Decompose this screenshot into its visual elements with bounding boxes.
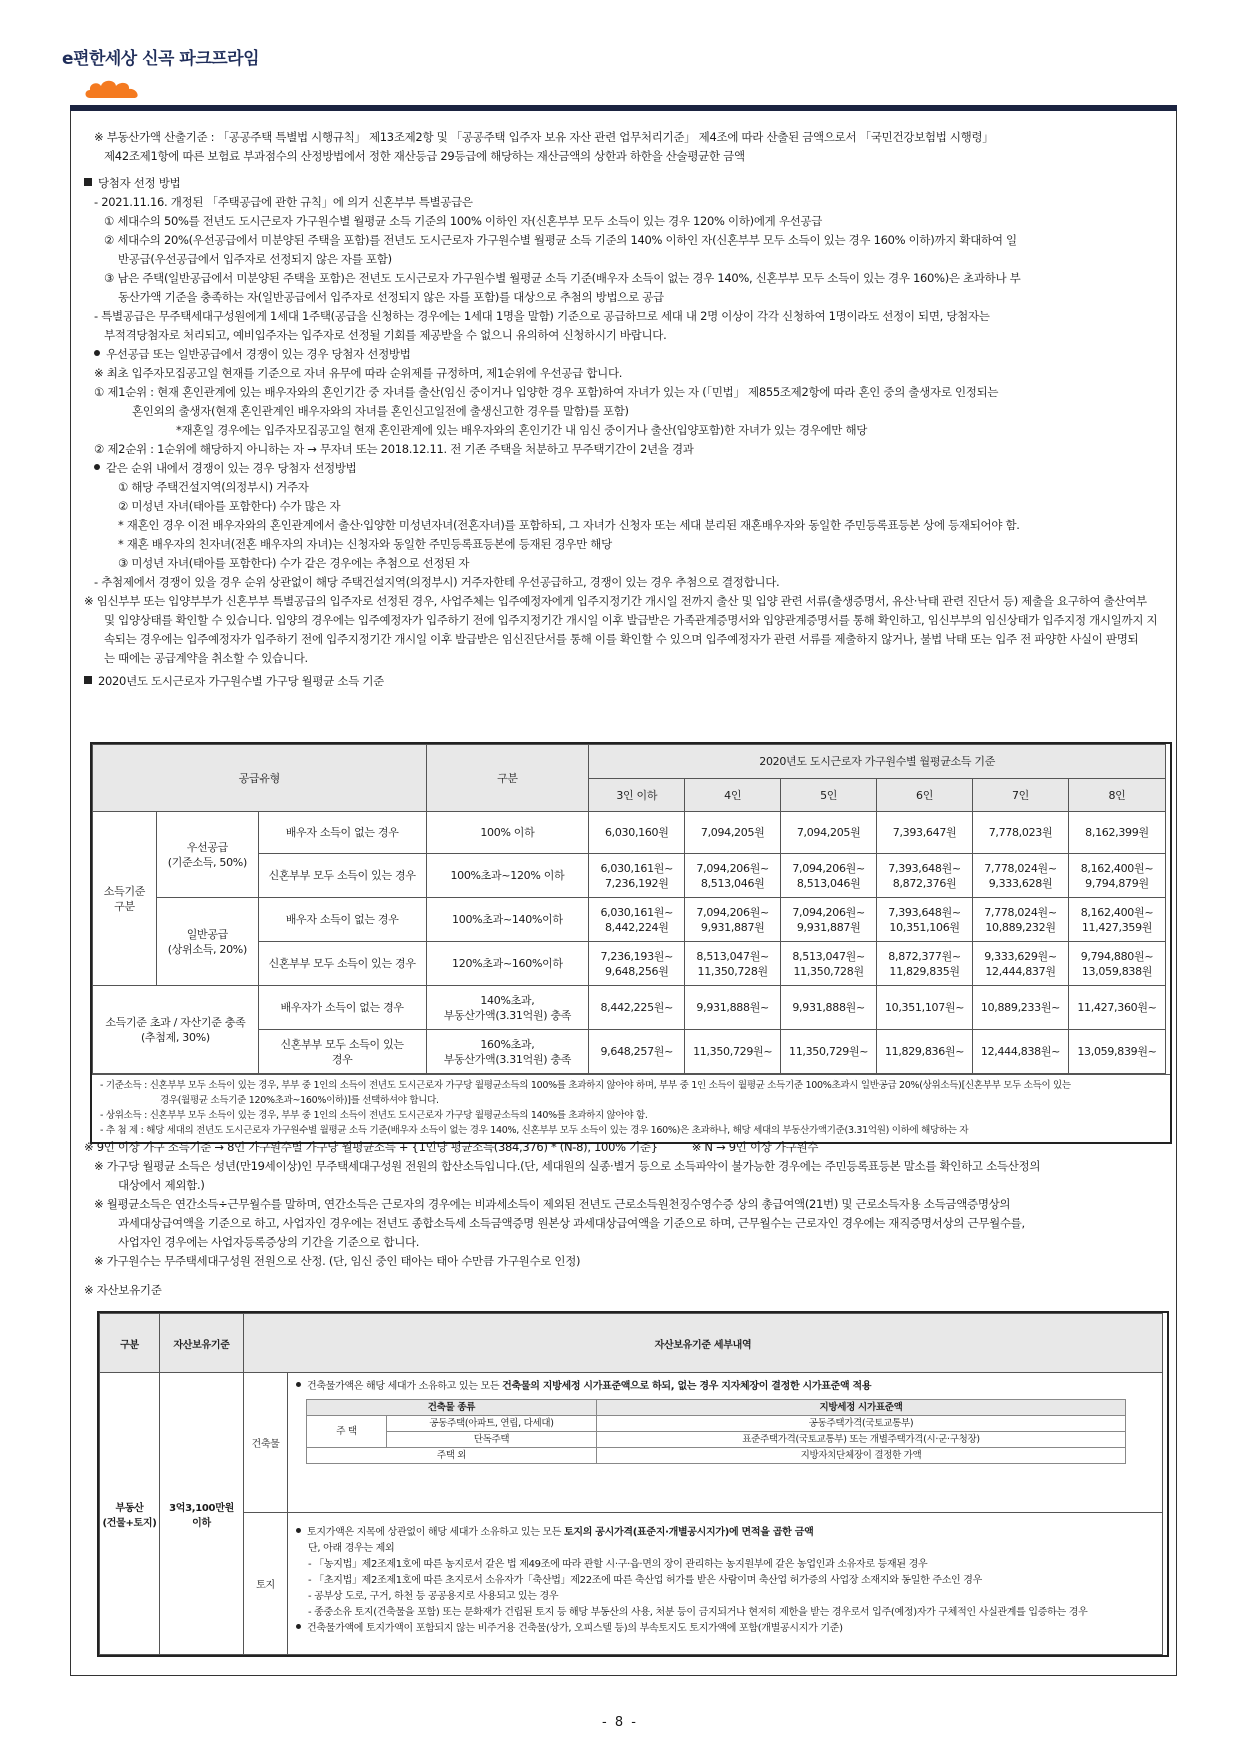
col-size: 5인 bbox=[781, 779, 877, 812]
table-cell: 8,513,047원~ 11,350,728원 bbox=[685, 942, 781, 986]
table-cell: 8,162,399원 bbox=[1068, 812, 1165, 854]
notice-body bbox=[84, 128, 1164, 691]
sub-col-standard-price: 지방세정 시가표준액 bbox=[597, 1400, 1126, 1416]
round-bullet-icon bbox=[296, 1624, 301, 1629]
body-line: - 추첨제에서 경쟁이 있을 경우 순위 상관없이 해당 주택건설지역(의정부시) 거주자한테 우선공급하고, 경쟁이 있는 경우 추첨으로 결정합니다. bbox=[94, 575, 780, 589]
row-condition: 신혼부부 모두 소득이 있는 경우 bbox=[258, 942, 426, 986]
table-cell: 11,829,836원~ bbox=[877, 1030, 973, 1074]
row-division: 140%초과, 부동산가액(3.31억원) 충족 bbox=[426, 986, 589, 1030]
row-division: 100%초과~120% 이하 bbox=[426, 854, 589, 898]
land-exception: - 「초지법」제2조제1호에 따른 초지로서 소유자가「축산법」제22조에 따른 축산업 허가를 받은 사람이며 축산업 허가증의 사업장 소재지와 동일한 주소인 경우 bbox=[308, 1575, 983, 1586]
body-line: ③ 남은 주택(일반공급에서 미분양된 주택을 포함)은 전년도 도시근로자 가구원수별 월평균 소득 기준(배우자 소득이 없는 경우 140%, 신혼부부 모두 소득이 있는 경우 160%)은 초과하나 부 bbox=[104, 271, 1021, 285]
section-heading: 당첨자 선정 방법 bbox=[84, 174, 1164, 193]
col-income-group: 2020년도 도시근로자 가구원수별 월평균소득 기준 bbox=[589, 745, 1166, 779]
asset-heading: ※ 자산보유기준 bbox=[84, 1283, 162, 1297]
table-cell: 7,393,647원 bbox=[877, 812, 973, 854]
footnote-line: 과세대상급여액을 기준으로 하고, 사업자인 경우에는 전년도 종합소득세 소득금액증명 원본상 과세대상급여액을 기준으로 하며, 근무월수는 근로자인 경우에는 재직증명서상의 근무월수를, bbox=[118, 1216, 1025, 1230]
body-line: ③ 미성년 자녀(태아를 포함한다) 수가 같은 경우에는 추첨으로 선정된 자 bbox=[118, 556, 470, 570]
row-division: 160%초과, 부동산가액(3.31억원) 충족 bbox=[426, 1030, 589, 1074]
asset-table bbox=[99, 1313, 1163, 1655]
table-cell: 8,872,377원~ 11,829,835원 bbox=[877, 942, 973, 986]
col-supply-type: 공급유형 bbox=[93, 745, 427, 812]
table-cell: 8,442,225원~ bbox=[589, 986, 685, 1030]
body-line: *재혼일 경우에는 입주자모집공고일 현재 혼인관계에 있는 배우자와의 혼인기간 내 임신 중이거나 출산(입양포함)한 자녀가 있는 경우에만 해당 bbox=[176, 423, 868, 437]
row-division: 100% 이하 bbox=[426, 812, 589, 854]
table-cell: 9,931,888원~ bbox=[781, 986, 877, 1030]
asset-land-label: 토지 bbox=[244, 1513, 288, 1655]
table-cell: 7,094,206원~ 8,513,046원 bbox=[685, 854, 781, 898]
sub-house-label: 주 택 bbox=[307, 1416, 387, 1448]
land-exception: - 종중소유 토지(건축물을 포함) 또는 문화재가 건립된 토지 등 해당 부동산의 사용, 처분 등이 금지되거나 현저히 제한을 받는 경우로서 입주(예정)자가 구체적인 사실관계를 입증하는 경우 bbox=[308, 1607, 1088, 1618]
table-cell: 7,094,206원~ 8,513,046원 bbox=[781, 854, 877, 898]
table-cell: 9,794,880원~ 13,059,838원 bbox=[1068, 942, 1165, 986]
table-cell: 8,162,400원~ 11,427,359원 bbox=[1068, 898, 1165, 942]
table-cell: 주택 외 bbox=[307, 1448, 597, 1464]
body-line: 부적격당첨자로 처리되고, 예비입주자는 입주자로 선정될 기회를 제공받을 수 없으니 유의하여 신청하시기 바랍니다. bbox=[104, 328, 667, 342]
col-size: 4인 bbox=[685, 779, 781, 812]
asset-building-label: 건축물 bbox=[244, 1373, 288, 1513]
body-line: ※ 최초 입주자모집공고일 현재를 기준으로 자녀 유무에 따라 순위제를 규정하며, 제1순위에 우선공급 합니다. bbox=[94, 366, 623, 380]
sub-col-building-type: 건축물 종류 bbox=[307, 1400, 597, 1416]
col-asset-division: 구분 bbox=[100, 1314, 160, 1373]
land-rule: 토지가액은 지목에 상관없이 해당 세대가 소유하고 있는 모든 토지의 공시가격(표준지·개별공시지가)에 면적을 곱한 금액 bbox=[296, 1525, 1152, 1541]
row-condition: 배우자 소득이 없는 경우 bbox=[258, 898, 426, 942]
body-line: * 재혼인 경우 이전 배우자와의 혼인관계에서 출산·입양한 미성년자녀(전혼자녀)를 포함하되, 그 자녀가 신청자 또는 세대 분리된 재혼배우자와 동일한 주민등록표등본 상에 등재되어야 함. bbox=[118, 518, 1020, 532]
body-line: ※ 임신부부 또는 입양부부가 신혼부부 특별공급의 입주자로 선정된 경우, 사업주체는 입주예정자에게 입주지정기간 개시일 전까지 출산 및 입양 관련 서류(출생증명서, 유산·낙태 관련 진단서 등) 제출을 요구하여 출산여부 bbox=[84, 594, 1147, 608]
col-size: 3인 이하 bbox=[589, 779, 685, 812]
table-cell: 11,427,360원~ bbox=[1068, 986, 1165, 1030]
row-condition: 배우자가 소득이 없는 경우 bbox=[258, 986, 426, 1030]
table-cell: 9,931,888원~ bbox=[685, 986, 781, 1030]
body-line: - 2021.11.16. 개정된 「주택공급에 관한 규칙」에 의거 신혼부부 특별공급은 bbox=[94, 195, 473, 209]
table-cell: 7,094,205원 bbox=[781, 812, 877, 854]
building-rule: 건축물가액은 해당 세대가 소유하고 있는 모든 건축물의 지방세정 시가표준액으로 하되, 없는 경우 지자체장이 결정한 시가표준액 적용 bbox=[296, 1379, 1152, 1395]
body-line: 동산가액 기준을 충족하는 자(일반공급에서 입주자로 선정되지 않은 자를 포함)를 대상으로 추첨의 방법으로 공급 bbox=[118, 290, 664, 304]
body-line: 및 입양상태를 확인할 수 있습니다. 입양의 경우에는 입주예정자가 입주하기 전에 입주지정기간 개시일 이후 발급받은 가족관계증명서와 입양관계증명서를 통해 확인하고, 임신부부의 임신상태가 입주지정 개시일까지 지 bbox=[104, 613, 1158, 627]
body-line: 속되는 경우에는 입주예정자가 입주하기 전에 입주지정기간 개시일 이후 발급받은 임신진단서를 통해 이를 확인할 수 있으며 입주예정자가 관련 서류를 제출하지 않거나, 불법 낙태 또는 입주 전 파양한 사실이 판명되 bbox=[104, 632, 1139, 646]
land-exception: - 「농지법」제2조제1호에 따른 농지로서 같은 법 제49조에 따라 관할 시·구·읍·면의 장이 관리하는 농지원부에 같은 농업인과 소유자로 등재된 경우 bbox=[308, 1559, 928, 1570]
table-cell: 11,350,729원~ bbox=[781, 1030, 877, 1074]
intro-line: 제42조제1항에 따른 보험료 부과점수의 산정방법에서 정한 재산등급 29등급에 해당하는 재산금액의 상한과 하한을 산술평균한 금액 bbox=[104, 149, 745, 163]
section-heading: 2020년도 도시근로자 가구원수별 가구당 월평균 소득 기준 bbox=[84, 672, 1164, 691]
col-size: 6인 bbox=[877, 779, 973, 812]
body-line: 는 때에는 공급계약을 취소할 수 있습니다. bbox=[104, 651, 308, 665]
round-bullet-icon bbox=[94, 464, 100, 470]
note-line: 경우(월평균 소득기준 120%초과~160%이하)]를 선택하셔야 합니다. bbox=[160, 1095, 439, 1106]
body-line: ① 해당 주택건설지역(의정부시) 거주자 bbox=[118, 480, 309, 494]
body-line: ② 미성년 자녀(태아를 포함한다) 수가 많은 자 bbox=[118, 499, 341, 513]
table-cell: 7,393,648원~ 8,872,376원 bbox=[877, 854, 973, 898]
row-condition: 신혼부부 모두 소득이 있는 경우 bbox=[258, 1030, 426, 1074]
footnote-line: ※ 가구원수는 무주택세대구성원 전원으로 산정. (단, 임신 중인 태아는 태아 수만큼 가구원수로 인정) bbox=[94, 1254, 581, 1268]
round-bullet-icon bbox=[296, 1382, 301, 1387]
logo-cloud-icon bbox=[84, 78, 142, 100]
table-cell: 10,351,107원~ bbox=[877, 986, 973, 1030]
note-line: - 상위소득 : 신혼부부 모두 소득이 있는 경우, 부부 중 1인의 소득이 전년도 도시근로자 가구당 월평균소득의 140%를 초과하지 않아야 함. bbox=[100, 1110, 648, 1121]
footnote-line: ※ 가구당 월평균 소득은 성년(만19세이상)인 무주택세대구성원 전원의 합산소득입니다.(단, 세대원의 실종·별거 등으로 소득파악이 불가능한 경우에는 주민등록표등본 말소를 확인하고 소득산정의 bbox=[94, 1159, 1041, 1173]
col-division: 구분 bbox=[426, 745, 589, 812]
table-cell: 8,162,400원~ 9,794,879원 bbox=[1068, 854, 1165, 898]
footnote-line: ※ 월평균소득은 연간소득÷근무월수를 말하며, 연간소득은 근로자의 경우에는 비과세소득이 제외된 전년도 근로소득원천징수영수증 상의 총급여액(21번) 및 근로소득자용 소득금액증명상의 bbox=[94, 1197, 1011, 1211]
body-line: 우선공급 또는 일반공급에서 경쟁이 있는 경우 당첨자 선정방법 bbox=[84, 345, 1164, 364]
table-cell: 공동주택가격(국토교통부) bbox=[597, 1416, 1126, 1432]
body-line: - 특별공급은 무주택세대구성원에게 1세대 1주택(공급을 신청하는 경우에는 1세대 1명을 말함) 기준으로 공급하므로 세대 내 2명 이상이 각각 신청하여 1명이라도 선정이 되면, 당첨자는 bbox=[94, 309, 990, 323]
income-table bbox=[92, 744, 1166, 1074]
square-bullet-icon bbox=[84, 676, 92, 684]
col-size: 7인 bbox=[973, 779, 1069, 812]
row-condition: 신혼부부 모두 소득이 있는 경우 bbox=[258, 854, 426, 898]
footnote-line: 대상에서 제외함.) bbox=[118, 1178, 205, 1192]
table-cell: 7,778,023원 bbox=[973, 812, 1069, 854]
table-cell: 7,236,193원~ 9,648,256원 bbox=[589, 942, 685, 986]
col-size: 8인 bbox=[1068, 779, 1165, 812]
table-cell: 지방자치단체장이 결정한 가액 bbox=[597, 1448, 1126, 1464]
income-table-notes bbox=[92, 1074, 1170, 1142]
intro-line: ※ 부동산가액 산출기준 : 「공공주택 특별법 시행규칙」 제13조제2항 및 「공공주택 입주자 보유 자산 관련 업무처리기준」 제4조에 따라 산출된 금액으로서 「국민건강보험법 시행령」 bbox=[94, 130, 994, 144]
asset-category: 부동산 (건물+토지) bbox=[100, 1373, 160, 1655]
body-line: 같은 순위 내에서 경쟁이 있는 경우 당첨자 선정방법 bbox=[84, 459, 1164, 478]
footnote-line: 사업자인 경우에는 사업자등록증상의 기간을 기준으로 합니다. bbox=[118, 1235, 420, 1249]
row-division: 120%초과~160%이하 bbox=[426, 942, 589, 986]
sub-general: 일반공급 (상위소득, 20%) bbox=[156, 898, 258, 986]
table-cell: 9,333,629원~ 12,444,837원 bbox=[973, 942, 1069, 986]
body-line: 반공급(우선공급에서 입주자로 선정되지 않은 자를 포함) bbox=[118, 252, 392, 266]
round-bullet-icon bbox=[94, 350, 100, 356]
table-cell: 11,350,729원~ bbox=[685, 1030, 781, 1074]
table-cell: 9,648,257원~ bbox=[589, 1030, 685, 1074]
table-cell: 7,778,024원~ 10,889,232원 bbox=[973, 898, 1069, 942]
table-cell: 7,094,205원 bbox=[685, 812, 781, 854]
table-cell: 12,444,838원~ bbox=[973, 1030, 1069, 1074]
note-line: - 추 첨 제 : 해당 세대의 전년도 도시근로자 가구원수별 월평균 소득 기준(배우자 소득이 없는 경우 140%, 신혼부부 모두 소득이 있는 경우 160%)은 초과하나, 해당 세대의 부동산가액기준(3.31억원) 이하에 해당하는 자 bbox=[100, 1125, 969, 1136]
row-division: 100%초과~140%이하 bbox=[426, 898, 589, 942]
group-income-standard: 소득기준 구분 bbox=[93, 812, 157, 986]
group-lottery: 소득기준 초과 / 자산기준 충족 (추첨제, 30%) bbox=[93, 986, 259, 1074]
asset-land-detail bbox=[288, 1513, 1163, 1655]
body-line: ② 세대수의 20%(우선공급에서 미분양된 주택을 포함)를 전년도 도시근로자 가구원수별 월평균 소득 기준의 140% 이하인 자(신혼부부 모두 소득이 있는 경우 160% 이하)까지 확대하여 일 bbox=[104, 233, 1017, 247]
table-cell: 단독주택 bbox=[387, 1432, 597, 1448]
body-line: * 재혼 배우자의 친자녀(전혼 배우자의 자녀)는 신청자와 동일한 주민등록표등본에 등재된 경우만 해당 bbox=[118, 537, 612, 551]
income-footnotes bbox=[84, 1138, 1174, 1300]
page-number: - 8 - bbox=[602, 1715, 638, 1730]
round-bullet-icon bbox=[296, 1528, 301, 1533]
body-line: ② 제2순위 : 1순위에 해당하지 아니하는 자 → 무자녀 또는 2018.12.11. 전 기존 주택을 처분하고 무주택기간이 2년을 경과 bbox=[94, 442, 694, 456]
table-cell: 8,513,047원~ 11,350,728원 bbox=[781, 942, 877, 986]
sub-priority: 우선공급 (기준소득, 50%) bbox=[156, 812, 258, 898]
body-line: ① 제1순위 : 현재 혼인관계에 있는 배우자와의 혼인기간 중 자녀를 출산(임신 중이거나 입양한 경우 포함)하여 자녀가 있는 자 (「민법」 제855조제2항에 따라 혼인 중의 출생자로 인정되는 bbox=[94, 385, 999, 399]
body-line: 혼인외의 출생자(현재 혼인관계인 배우자와의 자녀를 혼인신고일전에 출생신고한 경우를 말함)를 포함) bbox=[132, 404, 629, 418]
building-value-table bbox=[306, 1399, 1126, 1464]
page-header-title: e편한세상 신곡 파크프라임 bbox=[62, 49, 260, 69]
row-condition: 배우자 소득이 없는 경우 bbox=[258, 812, 426, 854]
table-cell: 6,030,160원 bbox=[589, 812, 685, 854]
body-line: ① 세대수의 50%를 전년도 도시근로자 가구원수별 월평균 소득 기준의 100% 이하인 자(신혼부부 모두 소득이 있는 경우 120% 이하)에게 우선공급 bbox=[104, 214, 823, 228]
table-cell: 표준주택가격(국토교통부) 또는 개별주택가격(시·군·구청장) bbox=[597, 1432, 1126, 1448]
footnote-line: ※ 9인 이상 가구 소득기준 → 8인 가구원수별 가구당 월평균소득 + {1인당 평균소득(384,376) * (N-8), 100% 기준} ※ N → 9인 이상 가구원수 bbox=[84, 1140, 819, 1154]
table-cell: 7,094,206원~ 9,931,887원 bbox=[781, 898, 877, 942]
table-cell: 6,030,161원~ 7,236,192원 bbox=[589, 854, 685, 898]
col-asset-detail: 자산보유기준 세부내역 bbox=[244, 1314, 1163, 1373]
table-cell: 10,889,233원~ bbox=[973, 986, 1069, 1030]
land-rule: 건축물가액에 토지가액이 포함되지 않는 비주거용 건축물(상가, 오피스텔 등)의 부속토지도 토지가액에 포함(개별공시지가 기준) bbox=[296, 1621, 1152, 1637]
table-cell: 7,393,648원~ 10,351,106원 bbox=[877, 898, 973, 942]
table-cell: 13,059,839원~ bbox=[1068, 1030, 1165, 1074]
table-cell: 6,030,161원~ 8,442,224원 bbox=[589, 898, 685, 942]
asset-table-box bbox=[97, 1311, 1169, 1657]
square-bullet-icon bbox=[84, 178, 92, 186]
note-line: - 기준소득 : 신혼부부 모두 소득이 있는 경우, 부부 중 1인의 소득이 전년도 도시근로자 가구당 월평균소득의 100%를 초과하지 않아야 하며, 부부 중 1인 소득이 월평균 소득기준 100%초과시 일반공급 20%(상위소득)[신혼부부 모두 소득이 있는 bbox=[100, 1080, 1071, 1091]
table-cell: 7,778,024원~ 9,333,628원 bbox=[973, 854, 1069, 898]
asset-building-detail bbox=[288, 1373, 1163, 1513]
table-cell: 공동주택(아파트, 연립, 다세대) bbox=[387, 1416, 597, 1432]
land-exception: 단, 아래 경우는 제외 bbox=[308, 1543, 395, 1554]
income-table-box bbox=[90, 742, 1172, 1144]
col-asset-standard: 자산보유기준 bbox=[160, 1314, 244, 1373]
table-cell: 7,094,206원~ 9,931,887원 bbox=[685, 898, 781, 942]
asset-standard-value: 3억3,100만원 이하 bbox=[160, 1373, 244, 1655]
land-exception: - 공부상 도로, 구거, 하천 등 공공용지로 사용되고 있는 경우 bbox=[308, 1591, 559, 1602]
